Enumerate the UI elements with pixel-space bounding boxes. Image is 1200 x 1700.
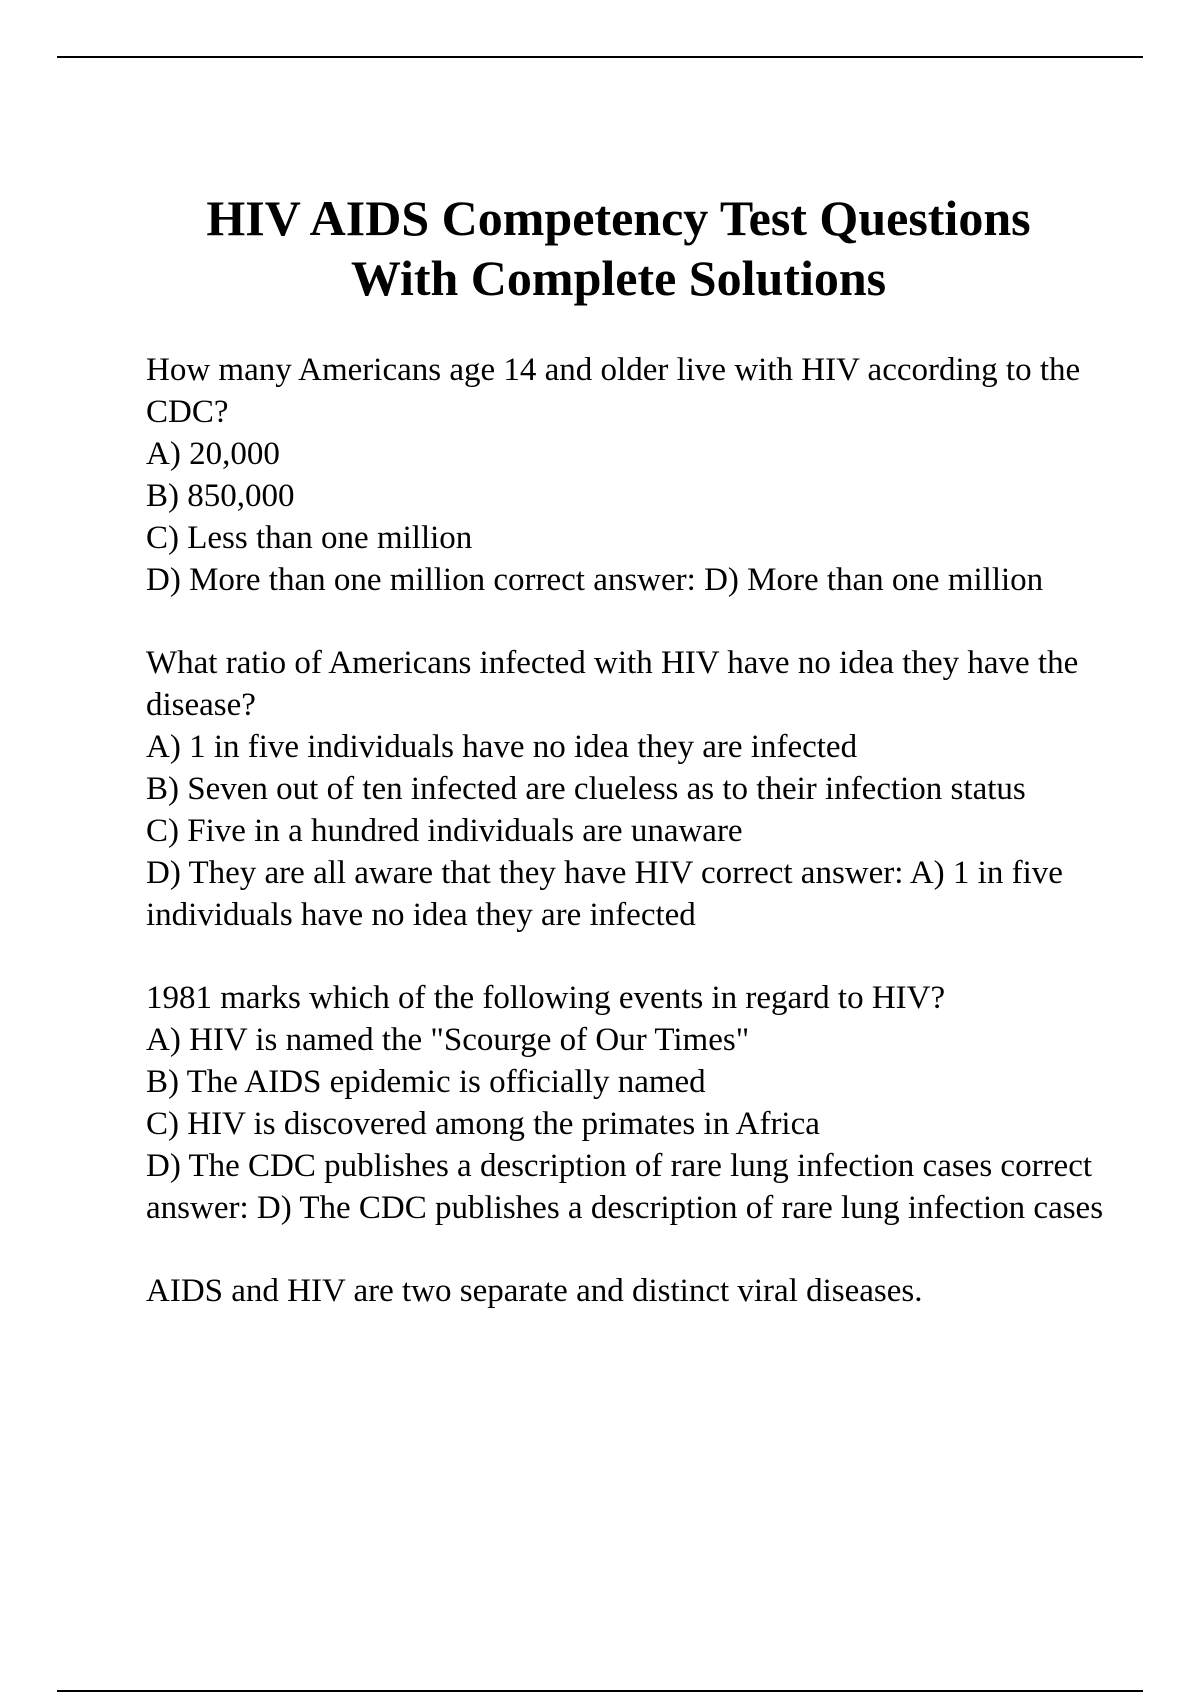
answer-option-b: B) The AIDS epidemic is officially named <box>146 1064 706 1100</box>
question-prompt: What ratio of Americans infected with HIV have no idea they have the disease? <box>146 645 1079 723</box>
answer-option-c: C) Five in a hundred individuals are unaware <box>146 813 743 849</box>
answer-option-c: C) HIV is discovered among the primates in Africa <box>146 1106 820 1142</box>
bottom-rule <box>57 1690 1143 1692</box>
title-line-1: HIV AIDS Competency Test Questions <box>206 190 1031 246</box>
answer-option-a: A) HIV is named the "Scourge of Our Times" <box>146 1022 750 1058</box>
question-prompt: AIDS and HIV are two separate and distinct viral diseases. <box>146 1273 923 1309</box>
answer-option-a: A) 20,000 <box>146 436 280 472</box>
answer-option-b: B) 850,000 <box>146 478 295 514</box>
question-list <box>146 349 1146 1353</box>
question-prompt: 1981 marks which of the following events in regard to HIV? <box>146 980 946 1016</box>
answer-option-a: A) 1 in five individuals have no idea they are infected <box>146 729 858 765</box>
answer-option-c: C) Less than one million <box>146 520 473 556</box>
answer-option-d-with-correct-answer: D) They are all aware that they have HIV correct answer: A) 1 in five individuals have no idea they are infected <box>146 855 1063 933</box>
answer-option-d-with-correct-answer: D) The CDC publishes a description of rare lung infection cases correct answer: D) The CDC publishes a description of rare lung infection cases <box>146 1148 1104 1226</box>
page-title <box>0 188 1200 308</box>
answer-option-d-with-correct-answer: D) More than one million correct answer: D) More than one million <box>146 562 1044 598</box>
question-block-3 <box>146 977 1146 1229</box>
title-line-2: With Complete Solutions <box>350 250 887 306</box>
question-block-2 <box>146 642 1146 936</box>
question-block-4 <box>146 1270 1146 1312</box>
question-prompt: How many Americans age 14 and older live with HIV according to the CDC? <box>146 352 1081 430</box>
question-block-1 <box>146 349 1146 601</box>
answer-option-b: B) Seven out of ten infected are clueless as to their infection status <box>146 771 1026 807</box>
top-rule <box>57 56 1143 58</box>
